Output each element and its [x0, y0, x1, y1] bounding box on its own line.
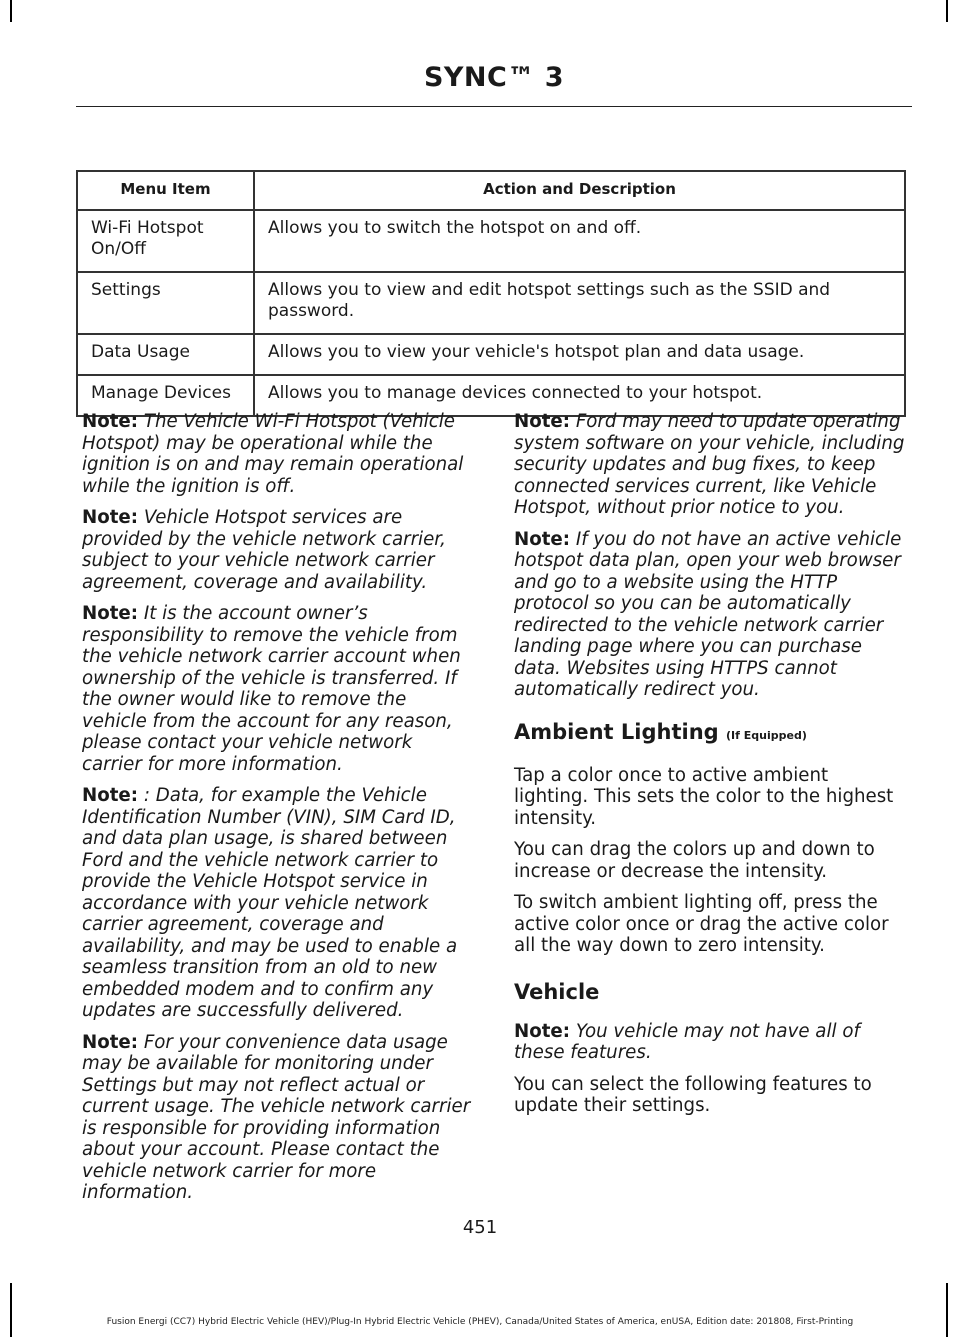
note-paragraph [82, 507, 476, 593]
table-cell-description: Allows you to manage devices connected to your hotspot. [254, 375, 905, 416]
note-label: Note: [82, 411, 139, 432]
body-paragraph: To switch ambient lighting off, press the active color once or drag the active color all the way down to zero intensity. [514, 892, 889, 956]
left-column [82, 411, 476, 1214]
table-cell-menu-item: Wi-Fi Hotspot On/Off [77, 210, 254, 272]
crop-mark-bottom-right-v [946, 1283, 948, 1337]
note-text: You vehicle may not have all of these features. [514, 1020, 860, 1063]
table-header-action: Action and Description [254, 171, 905, 210]
table-cell-menu-item: Data Usage [77, 334, 254, 375]
table-cell-description: Allows you to switch the hotspot on and off. [254, 210, 905, 272]
table-header-row [77, 171, 905, 210]
table-row [77, 272, 905, 334]
table-cell-description: Allows you to view and edit hotspot settings such as the SSID and password. [254, 272, 905, 334]
table-cell-description: Allows you to view your vehicle's hotspot plan and data usage. [254, 334, 905, 375]
heading-text: Ambient Lighting [514, 719, 719, 744]
section-heading-vehicle: Vehicle [514, 979, 600, 1004]
note-label: Note: [82, 507, 139, 528]
crop-mark-top-right-v [946, 0, 948, 22]
note-paragraph [514, 411, 908, 519]
page-title: SYNC™ 3 [423, 62, 565, 93]
body-paragraph: Tap a color once to active ambient lighting. This sets the color to the highest intensity. [514, 764, 894, 829]
table-header-menu-item: Menu Item [77, 171, 254, 210]
note-paragraph [82, 603, 476, 775]
body-paragraph: You can select the following features to update their settings. [514, 1073, 872, 1116]
crop-mark-bottom-left-v [10, 1283, 12, 1337]
page-header [76, 58, 912, 107]
footer-edition-info: Fusion Energi (CC7) Hybrid Electric Vehicle (HEV)/Plug-In Hybrid Electric Vehicle (PHEV), Canada/United States of America, enUSA, Edition date: 201808, First-Printing [106, 1317, 854, 1327]
note-paragraph [82, 785, 476, 1022]
right-column [514, 411, 908, 1127]
table-row [77, 210, 905, 272]
note-paragraph [514, 1021, 908, 1064]
note-text: The Vehicle Wi-Fi Hotspot (Vehicle Hotspot) may be operational while the ignition is on and may remain operational while the ignition is off. [82, 411, 464, 497]
note-text: : Data, for example the Vehicle Identification Number (VIN), SIM Card ID, and data plan usage, is shared between Ford and the vehicle network carrier to provide the Vehicle Hotspot service in accordance with your vehicle network carrier agreement, coverage and availability, and may be used to enable a seamless transition from an old to new embedded modem and to confirm any updates are successfully delivered. [82, 785, 458, 1021]
note-text: If you do not have an active vehicle hotspot data plan, open your web browser and go to a website using the HTTP protocol so you can be automatically redirected to the vehicle network carrier landing page where you can purchase data. Websites using HTTPS cannot automatically redirect you. [514, 528, 902, 700]
note-paragraph [514, 529, 908, 701]
table-cell-menu-item: Manage Devices [77, 375, 254, 416]
note-text: Vehicle Hotspot services are provided by the vehicle network carrier, subject to your vehicle network carrier agreement, coverage and availability. [82, 507, 446, 593]
note-label: Note: [514, 411, 571, 432]
note-text: It is the account owner’s responsibility to remove the vehicle from the vehicle network carrier account when ownership of the vehicle is transferred. If the owner would like to remove the vehicle from the account for any reason, please contact your vehicle network carrier for more information. [82, 603, 461, 775]
hotspot-menu-table [76, 170, 906, 417]
note-paragraph [82, 411, 476, 497]
note-label: Note: [82, 603, 139, 624]
table-cell-menu-item: Settings [77, 272, 254, 334]
crop-mark-top-left-v [10, 0, 12, 22]
page-number: 451 [462, 1217, 498, 1238]
note-label: Note: [514, 528, 571, 550]
table-row [77, 334, 905, 375]
note-text: Ford may need to update operating system software on your vehicle, including security updates and bug fixes, to keep connected services current, like Vehicle Hotspot, without prior notice to you. [514, 411, 905, 518]
note-label: Note: [82, 785, 139, 806]
note-text: For your convenience data usage may be available for monitoring under Settings but may not reflect actual or current usage. The vehicle network carrier is responsible for providing information about your account. Please contact the vehicle network carrier for more information. [82, 1031, 471, 1203]
note-label: Note: [82, 1031, 139, 1053]
note-paragraph [82, 1032, 476, 1204]
heading-suffix: (If Equipped) [726, 728, 807, 742]
table-row [77, 375, 905, 416]
body-paragraph: You can drag the colors up and down to increase or decrease the intensity. [514, 839, 875, 882]
note-label: Note: [514, 1020, 571, 1042]
section-heading-ambient-lighting [514, 719, 908, 749]
